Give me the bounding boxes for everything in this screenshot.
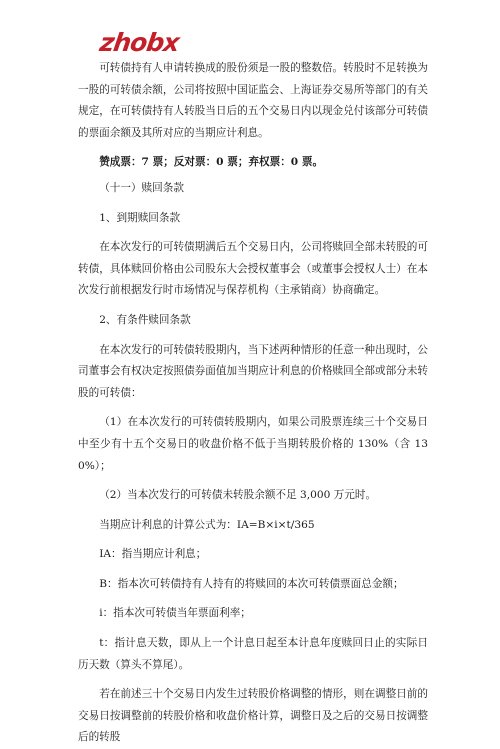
paragraph-maturity-redemption: 在本次发行的可转债期满后五个交易日内，公司将赎回全部未转股的可转债，具体赎回价格由公司股东大会授权董事会（或董事会授权人士）在本次发行前根据发行时市场情况与保荐机构（主承销商）协商确定。: [78, 241, 428, 297]
section-heading-redemption: （十一）赎回条款: [99, 181, 184, 194]
definition-ia: IA：指当期应计利息；: [99, 548, 207, 561]
logo: [97, 27, 181, 57]
vote-result: 赞成票：7 票；反对票：0 票；弃权票：0 票。: [99, 156, 324, 169]
definition-t: t：指计息天数，即从上一个计息日起至本计息年度赎回日止的实际日历天数（算头不算尾）。: [78, 637, 428, 671]
definition-i: i：指本次可转债当年票面利率；: [99, 607, 251, 620]
definition-b: B：指本次可转债持有人持有的将赎回的本次可转债票面总金额；: [99, 577, 404, 590]
subheading-conditional-redemption: 2、有条件赎回条款: [99, 313, 191, 326]
subheading-maturity-redemption: 1、到期赎回条款: [99, 211, 181, 224]
logo-text: zhobx: [97, 27, 181, 57]
paragraph-conversion-remainder: 可转债持有人申请转换成的股份须是一股的整数倍。转股时不足转换为一股的可转债余额，公司将按照中国证监会、上海证券交易所等部门的有关规定，在可转债持有人转股当日后的五个交易日内以现金兑付该部分可转债的票面余额及其所对应的当期应计利息。: [78, 62, 428, 139]
document-body: [78, 58, 428, 749]
paragraph-conditional-redemption: 在本次发行的可转债转股期内，当下述两种情形的任意一种出现时，公司董事会有权决定按照债券面值加当期应计利息的价格赎回全部或部分未转股的可转债：: [78, 343, 428, 399]
condition-2: （2）当本次发行的可转债未转股余额不足 3,000 万元时。: [99, 489, 377, 502]
interest-formula: 当期应计利息的计算公式为：IA=B×i×t/365: [99, 518, 315, 531]
condition-1: （1）在本次发行的可转债转股期内，如果公司股票连续三十个交易日中至少有十五个交易日的收盘价格不低于当期转股价格的 130%（含 130%）；: [78, 416, 428, 472]
paragraph-price-adjustment: 若在前述三十个交易日内发生过转股价格调整的情形，则在调整日前的交易日按调整前的转股价格和收盘价格计算，调整日及之后的交易日按调整后的转股: [78, 688, 428, 744]
